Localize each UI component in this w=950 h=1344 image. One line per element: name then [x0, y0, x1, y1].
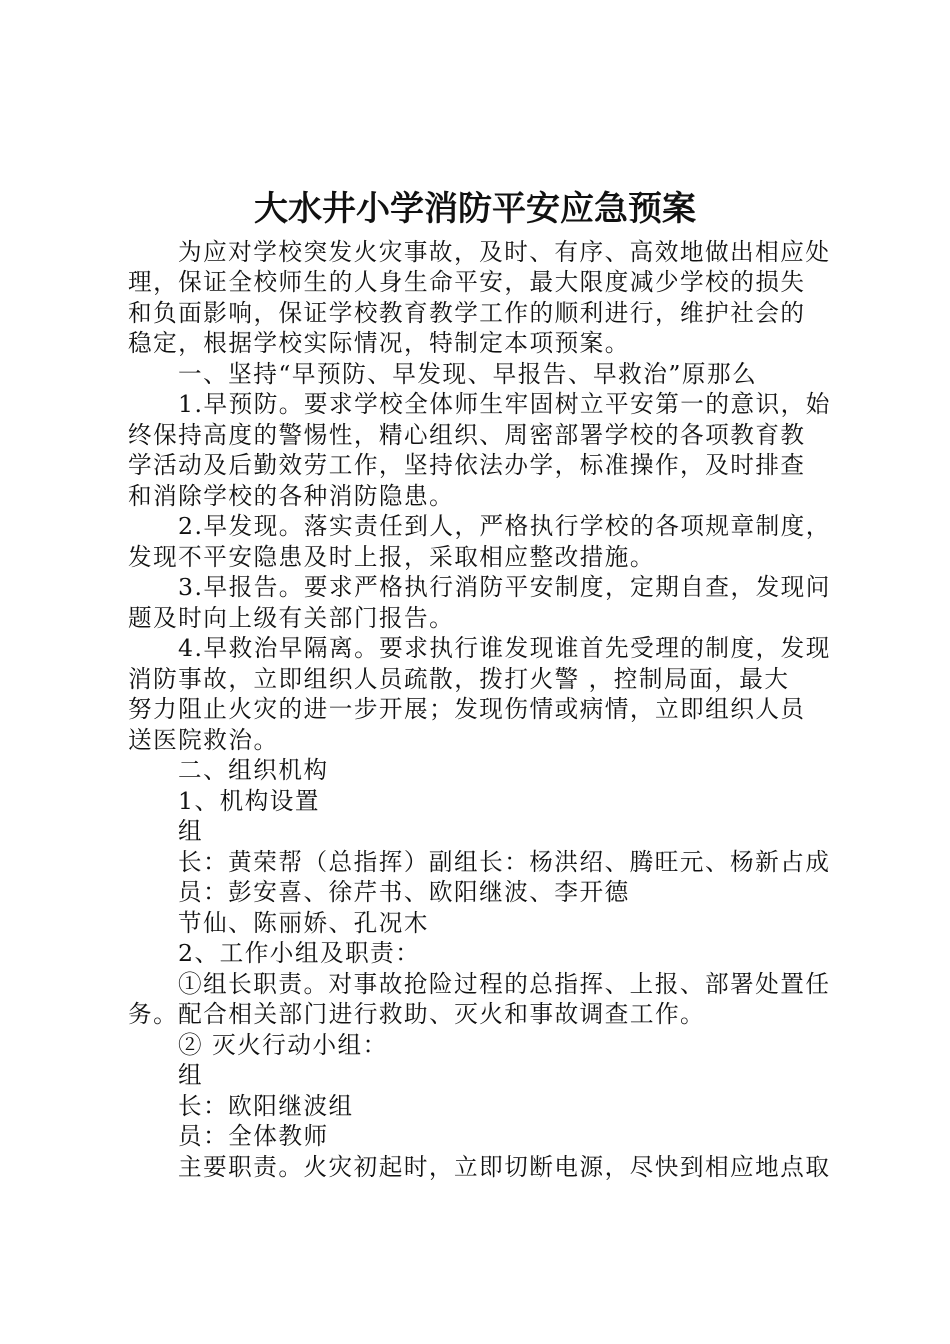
paragraph-line: 和消除学校的各种消防隐患。: [128, 482, 455, 510]
paragraph-line: 2.早发现。落实责任到人，严格执行学校的各项规章制度，: [178, 512, 831, 540]
document-title: 大水井小学消防平安应急预案: [254, 189, 696, 229]
paragraph-line: 组: [178, 1061, 204, 1089]
paragraph-line: 组: [178, 817, 204, 845]
paragraph-line: 终保持高度的警惕性，精心组织、周密部署学校的各项教育教: [128, 421, 806, 449]
subsection-heading: 1、机构设置: [178, 787, 320, 815]
paragraph-line: 员：彭安喜、徐芹书、欧阳继波、李开德: [178, 878, 630, 906]
paragraph-line: 长：欧阳继波组: [178, 1092, 354, 1120]
paragraph-line: 务。配合相关部门进行救助、灭火和事故调查工作。: [128, 1000, 706, 1028]
paragraph-line: 4.早救治早隔离。要求执行谁发现谁首先受理的制度，发现: [178, 634, 831, 662]
paragraph-line: ② 灭火行动小组：: [178, 1031, 388, 1059]
paragraph-line: 1.早预防。要求学校全体师生牢固树立平安第一的意识，始: [178, 390, 831, 418]
paragraph-line: 长：黄荣帮（总指挥）副组长：杨洪绍、腾旺元、杨新占成: [178, 848, 831, 876]
section-heading: 二、组织机构: [178, 756, 329, 784]
paragraph-line: ①组长职责。对事故抢险过程的总指挥、上报、部署处置任: [178, 970, 831, 998]
paragraph-line: 理，保证全校师生的人身生命平安，最大限度减少学校的损失: [128, 268, 806, 296]
paragraph-line: 员：全体教师: [178, 1122, 329, 1150]
paragraph-line: 稳定，根据学校实际情况，特制定本项预案。: [128, 329, 630, 357]
paragraph-line: 主要职责。火灾初起时，立即切断电源，尽快到相应地点取: [178, 1153, 831, 1181]
paragraph-line: 为应对学校突发火灾事故，及时、有序、高效地做出相应处: [178, 238, 831, 266]
paragraph-line: 努力阻止火灾的进一步开展；发现伤情或病情，立即组织人员: [128, 695, 806, 723]
paragraph-line: 题及时向上级有关部门报告。: [128, 604, 455, 632]
subsection-heading: 2、工作小组及职责：: [178, 939, 421, 967]
paragraph-line: 和负面影响，保证学校教育教学工作的顺利进行，维护社会的: [128, 299, 806, 327]
paragraph-line: 学活动及后勤效劳工作，坚持依法办学，标准操作，及时排查: [128, 451, 806, 479]
paragraph-line: 3.早报告。要求严格执行消防平安制度，定期自查，发现问: [178, 573, 831, 601]
paragraph-line: 消防事故，立即组织人员疏散，拨打火警 ，控制局面，最大: [128, 665, 790, 693]
paragraph-line: 节仙、陈丽娇、孔况木: [178, 909, 429, 937]
section-heading: 一、坚持“早预防、早发现、早报告、早救治”原那么: [178, 360, 758, 388]
paragraph-line: 发现不平安隐患及时上报，采取相应整改措施。: [128, 543, 655, 571]
paragraph-line: 送医院救治。: [128, 726, 279, 754]
